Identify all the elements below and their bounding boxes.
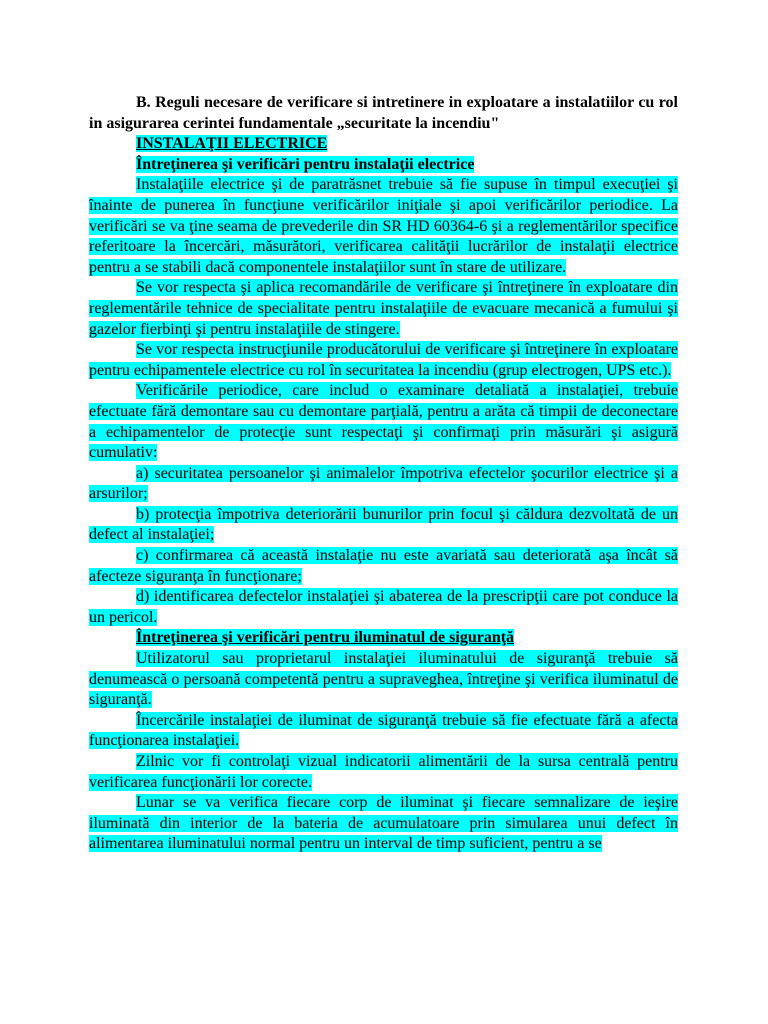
paragraph-7-text: Zilnic vor fi controlaţi vizual indicatorii alimentării de la sursa centrală pentru verificarea funcţionării lor corecte.	[89, 753, 678, 791]
paragraph-1	[89, 175, 678, 278]
paragraph-2-text: Se vor respecta şi aplica recomandările de verificare şi întreţinere în exploatare din reglementările tehnice de specialitate pentru instalaţiile de evacuare mecanică a fumului şi gazelor fierbinţi şi pentru instalaţiile de stingere.	[89, 279, 678, 338]
paragraph-3	[89, 340, 678, 381]
paragraph-1-text: Instalaţiile electrice şi de paratrăsnet trebuie să fie supuse în timpul execuţiei şi înainte de punerea în funcţiune verificărilor iniţiale şi apoi verificărilor periodice. La verificări se va ţine seama de prevederile din SR HD 60364-6 şi a reglementărilor specifice referitoare la încercări, măsurători, verificarea calităţii lucrărilor de instalaţii electrice pentru a se stabili dacă componentele instalaţiilor sunt în stare de utilizare.	[89, 176, 678, 276]
list-item-a-text: a) securitatea persoanelor şi animalelor împotriva efectelor şocurilor electrice şi a arsurilor;	[89, 464, 678, 503]
paragraph-6-text: Încercările instalaţiei de iluminat de siguranţă trebuie să fie efectuate fără a afecta funcţionarea instalaţiei.	[89, 711, 678, 750]
list-item-c	[89, 546, 678, 587]
paragraph-4	[89, 381, 678, 463]
subsection-title-electrical	[89, 155, 678, 176]
section-title	[89, 134, 678, 155]
list-item-d-text: d) identificarea defectelor instalaţiei şi abaterea de la prescripţii care pot conduce la un pericol.	[89, 588, 678, 626]
section-title-text: INSTALAŢII ELECTRICE	[136, 135, 328, 153]
list-item-d	[89, 587, 678, 628]
subsection-title-emergency-lighting-text: Întreţinerea şi verificări pentru iluminatul de siguranţă	[136, 629, 515, 647]
paragraph-3-text: Se vor respecta instrucţiunile producătorului de verificare şi întreţinere în exploatare pentru echipamentele electrice cu rol în securitatea la incendiu (grup electrogen, UPS etc.).	[89, 341, 678, 379]
paragraph-8-text: Lunar se va verifica fiecare corp de iluminat şi fiecare semnalizare de ieşire iluminată din interior de la bateria de acumulatoare prin simularea unui defect în alimentarea iluminatului normal pentru un interval de timp suficient, pentru a se	[89, 794, 678, 853]
list-item-b	[89, 505, 678, 546]
paragraph-6	[89, 711, 678, 752]
paragraph-5-text: Utilizatorul sau proprietarul instalaţiei iluminatului de siguranţă trebuie să denumească o persoană competentă pentru a supraveghea, întreţine şi verifica iluminatul de siguranţă.	[89, 650, 678, 709]
list-item-c-text: c) confirmarea că această instalaţie nu este avariată sau deteriorată aşa încât să afecteze siguranţa în funcţionare;	[89, 547, 678, 585]
list-item-a	[89, 464, 678, 505]
paragraph-7	[89, 752, 678, 793]
subsection-title-emergency-lighting	[89, 628, 678, 649]
subsection-title-electrical-text: Întreţinerea şi verificări pentru instalaţii electrice	[136, 155, 475, 173]
paragraph-8	[89, 793, 678, 855]
paragraph-5	[89, 649, 678, 711]
list-item-b-text: b) protecţia împotriva deteriorării bunurilor prin focul şi căldura dezvoltată de un defect al instalaţiei;	[89, 505, 678, 544]
intro-heading	[89, 93, 678, 134]
document-body	[89, 93, 678, 855]
paragraph-4-text: Verificările periodice, care includ o examinare detaliată a instalaţiei, trebuie efectuate fără demontare sau cu demontare parţială, pentru a arăta că timpii de deconectare a echipamentelor de protecţie sunt respectaţi şi confirmaţi prin măsurări şi asigură cumulativ:	[89, 382, 678, 462]
intro-heading-text: B. Reguli necesare de verificare si intretinere in exploatare a instalatiilor cu rol in asigurarea cerintei fundamentale „securitate la incendiu"	[89, 94, 678, 132]
paragraph-2	[89, 278, 678, 340]
